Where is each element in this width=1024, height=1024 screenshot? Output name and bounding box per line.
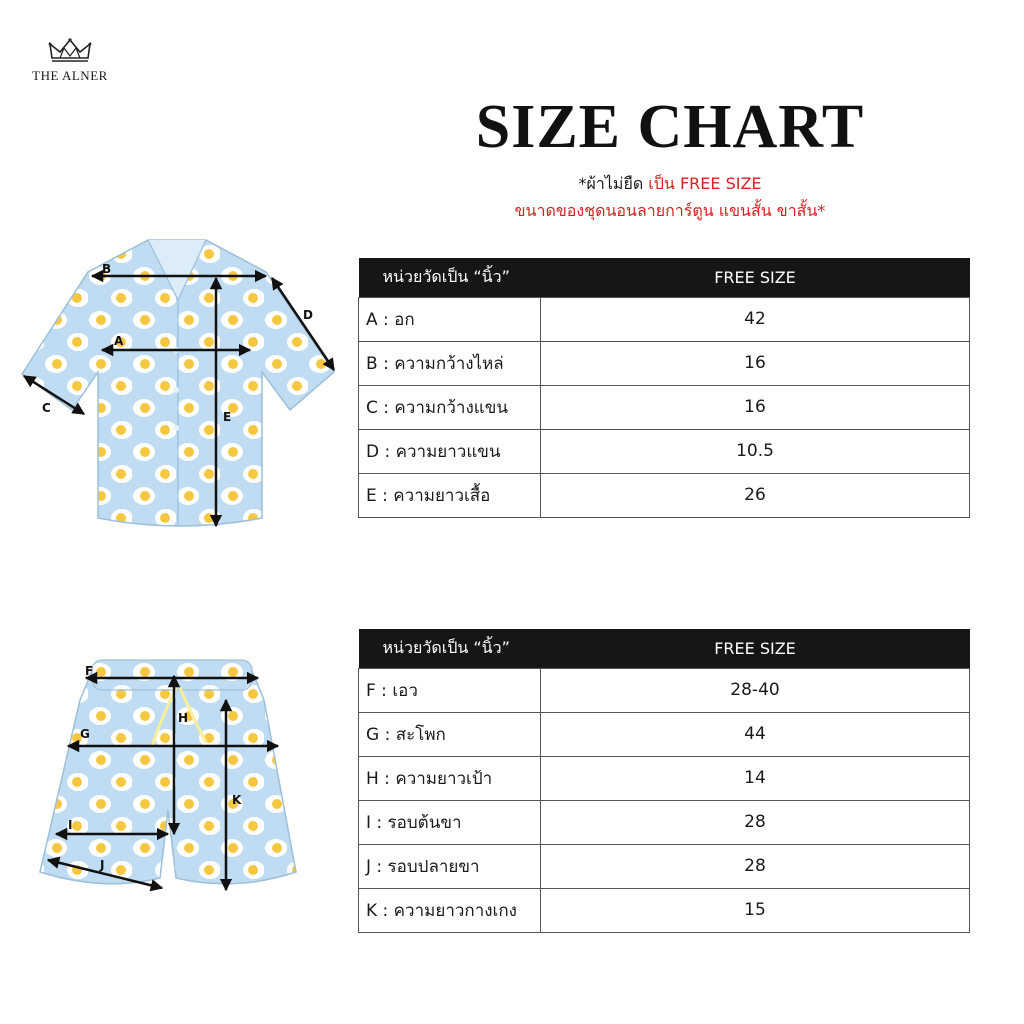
- subtitle-free-size: เป็น FREE SIZE: [648, 174, 762, 193]
- row-value: 16: [541, 385, 970, 429]
- label-a: A: [114, 334, 124, 348]
- row-label: A : อก: [359, 297, 541, 341]
- table-row: [359, 800, 970, 844]
- shorts-size-table: [358, 629, 970, 933]
- header-size: FREE SIZE: [541, 629, 970, 668]
- row-label: G : สะโพก: [359, 712, 541, 756]
- row-label: D : ความยาวแขน: [359, 429, 541, 473]
- shirt-size-table: [358, 258, 970, 518]
- table-row: [359, 844, 970, 888]
- row-value: 28: [541, 844, 970, 888]
- table-row: [359, 888, 970, 932]
- row-label: J : รอบปลายขา: [359, 844, 541, 888]
- label-g: G: [80, 727, 90, 741]
- label-h: H: [178, 711, 189, 725]
- row-label: B : ความกว้างไหล่: [359, 341, 541, 385]
- table-row: [359, 473, 970, 517]
- brand-name: THE ALNER: [32, 68, 108, 83]
- header-unit: หน่วยวัดเป็น “นิ้ว”: [359, 629, 541, 668]
- table-header-row: [359, 258, 970, 297]
- row-value: 42: [541, 297, 970, 341]
- subtitle-line-2: ขนาดของชุดนอนลายการ์ตูน แขนสั้น ขาสั้น*: [514, 201, 826, 220]
- row-value: 14: [541, 756, 970, 800]
- table-row: [359, 712, 970, 756]
- row-value: 44: [541, 712, 970, 756]
- row-label: C : ความกว้างแขน: [359, 385, 541, 429]
- table-row: [359, 341, 970, 385]
- shirt-illustration: [22, 240, 334, 526]
- header-unit: หน่วยวัดเป็น “นิ้ว”: [359, 258, 541, 297]
- table-header-row: [359, 629, 970, 668]
- label-f: F: [85, 664, 94, 678]
- label-j: J: [100, 858, 105, 872]
- subtitle-note: *ผ้าไม่ยืด: [578, 174, 649, 193]
- row-label: I : รอบต้นขา: [359, 800, 541, 844]
- row-label: F : เอว: [359, 668, 541, 712]
- label-k: K: [232, 793, 242, 807]
- row-label: E : ความยาวเสื้อ: [359, 473, 541, 517]
- label-i: I: [68, 818, 73, 832]
- row-value: 28: [541, 800, 970, 844]
- row-value: 10.5: [541, 429, 970, 473]
- row-label: H : ความยาวเป้า: [359, 756, 541, 800]
- table-row: [359, 385, 970, 429]
- label-b: B: [102, 262, 112, 276]
- page-title: SIZE CHART: [475, 93, 865, 161]
- row-value: 28-40: [541, 668, 970, 712]
- table-row: [359, 297, 970, 341]
- table-row: [359, 429, 970, 473]
- row-value: 15: [541, 888, 970, 932]
- table-row: [359, 668, 970, 712]
- row-value: 26: [541, 473, 970, 517]
- header-size: FREE SIZE: [541, 258, 970, 297]
- label-d: D: [303, 308, 313, 322]
- row-label: K : ความยาวกางเกง: [359, 888, 541, 932]
- label-c: C: [42, 401, 51, 415]
- label-e: E: [223, 410, 232, 424]
- shorts-illustration: [40, 660, 296, 884]
- table-row: [359, 756, 970, 800]
- row-value: 16: [541, 341, 970, 385]
